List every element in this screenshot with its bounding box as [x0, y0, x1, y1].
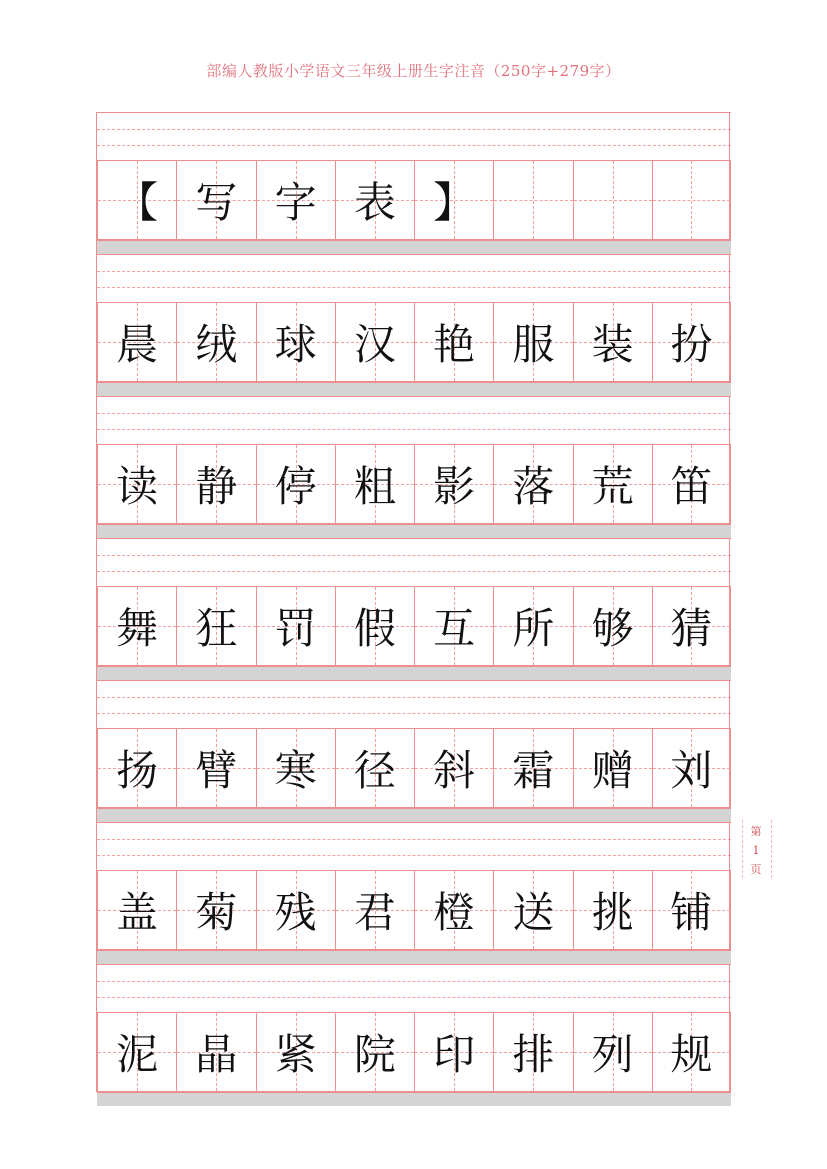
tianzige-cell	[256, 1012, 335, 1092]
tianzige-cell	[335, 586, 414, 666]
character-glyph: 院	[353, 1030, 396, 1079]
pinyin-writing-band	[97, 680, 731, 728]
pinyin-guide-line	[97, 287, 731, 288]
character-cells	[97, 586, 731, 666]
character-glyph: 读	[116, 462, 159, 511]
character-glyph: 绒	[195, 320, 238, 369]
character-glyph: 送	[512, 888, 555, 937]
tianzige-cell	[335, 160, 414, 240]
character-glyph: 球	[274, 320, 317, 369]
tianzige-cell	[493, 728, 572, 808]
tianzige-cell	[335, 1012, 414, 1092]
tianzige-cell	[493, 586, 572, 666]
character-glyph: 君	[353, 888, 396, 937]
pinyin-guide-line	[97, 981, 731, 982]
pinyin-guide-line	[97, 555, 731, 556]
character-glyph: 字	[274, 178, 317, 227]
character-glyph: 所	[512, 604, 555, 653]
character-glyph: 粗	[353, 462, 396, 511]
tianzige-cell	[414, 444, 493, 524]
character-cells	[97, 302, 731, 382]
character-glyph	[653, 161, 730, 239]
character-glyph: 印	[433, 1030, 476, 1079]
character-glyph: 晨	[116, 320, 159, 369]
character-glyph: 规	[670, 1030, 713, 1079]
tianzige-cell	[493, 870, 572, 950]
character-glyph: 斜	[433, 746, 476, 795]
character-glyph: 落	[512, 462, 555, 511]
tianzige-cell	[573, 160, 652, 240]
character-glyph: 装	[591, 320, 634, 369]
tianzige-cell	[97, 444, 176, 524]
row-separator-band	[97, 950, 731, 964]
tianzige-cell	[414, 586, 493, 666]
character-glyph: 排	[512, 1030, 555, 1079]
tianzige-cell	[652, 728, 731, 808]
tianzige-cell	[256, 728, 335, 808]
pinyin-guide-line	[97, 129, 731, 130]
character-row	[97, 680, 731, 822]
tianzige-cell	[573, 870, 652, 950]
character-cells	[97, 160, 731, 240]
pinyin-writing-band	[97, 538, 731, 586]
character-glyph: 够	[591, 604, 634, 653]
tianzige-cell	[652, 444, 731, 524]
character-glyph: 赠	[591, 746, 634, 795]
tianzige-cell	[573, 586, 652, 666]
tianzige-cell	[414, 302, 493, 382]
character-glyph: 菊	[195, 888, 238, 937]
character-glyph: 【	[116, 178, 159, 227]
page-title: 部编人教版小学语文三年级上册生字注音（250字+279字）	[206, 62, 621, 80]
character-glyph: 罚	[274, 604, 317, 653]
character-glyph: 臂	[195, 746, 238, 795]
tianzige-cell	[493, 302, 572, 382]
character-glyph: 汉	[353, 320, 396, 369]
tianzige-cell	[176, 444, 255, 524]
pinyin-guide-line	[97, 855, 731, 856]
pinyin-guide-line	[97, 713, 731, 714]
character-row	[97, 112, 731, 254]
writing-grid-sheet	[96, 112, 730, 1092]
character-glyph: 霜	[512, 746, 555, 795]
tianzige-cell	[176, 1012, 255, 1092]
pinyin-guide-line	[97, 697, 731, 698]
tianzige-cell	[414, 870, 493, 950]
character-row	[97, 396, 731, 538]
tianzige-cell	[97, 302, 176, 382]
tianzige-cell	[414, 1012, 493, 1092]
character-glyph: 挑	[591, 888, 634, 937]
character-cells	[97, 1012, 731, 1092]
character-glyph: 残	[274, 888, 317, 937]
tianzige-cell	[97, 586, 176, 666]
tianzige-cell	[573, 302, 652, 382]
tianzige-cell	[335, 728, 414, 808]
pinyin-writing-band	[97, 396, 731, 444]
character-glyph: 假	[353, 604, 396, 653]
character-glyph: 表	[353, 178, 396, 227]
tianzige-cell	[176, 870, 255, 950]
tianzige-cell	[256, 302, 335, 382]
character-row	[97, 964, 731, 1106]
tianzige-cell	[256, 870, 335, 950]
pinyin-guide-line	[97, 839, 731, 840]
tianzige-cell	[256, 160, 335, 240]
character-glyph: 橙	[433, 888, 476, 937]
tianzige-cell	[414, 160, 493, 240]
character-glyph: 铺	[670, 888, 713, 937]
character-glyph: 停	[274, 462, 317, 511]
row-separator-band	[97, 808, 731, 822]
tianzige-cell	[176, 728, 255, 808]
character-glyph: 盖	[116, 888, 159, 937]
row-separator-band	[97, 1092, 731, 1106]
character-glyph: 径	[353, 746, 396, 795]
pinyin-guide-line	[97, 271, 731, 272]
tianzige-cell	[97, 1012, 176, 1092]
page-number-value: 1	[752, 844, 760, 857]
character-glyph: 寒	[274, 746, 317, 795]
tianzige-cell	[652, 870, 731, 950]
tianzige-cell	[652, 1012, 731, 1092]
tianzige-cell	[573, 1012, 652, 1092]
character-row	[97, 538, 731, 680]
character-row	[97, 822, 731, 964]
tianzige-cell	[176, 586, 255, 666]
tianzige-cell	[97, 160, 176, 240]
page-number-label	[749, 822, 763, 879]
character-glyph	[574, 161, 652, 239]
row-separator-band	[97, 666, 731, 680]
page-number-suffix: 页	[750, 863, 762, 876]
character-glyph: 静	[195, 462, 238, 511]
tianzige-cell	[414, 728, 493, 808]
character-glyph: 狂	[195, 604, 238, 653]
tianzige-cell	[97, 728, 176, 808]
character-glyph: 荒	[591, 462, 634, 511]
tianzige-cell	[652, 160, 731, 240]
tianzige-cell	[573, 444, 652, 524]
pinyin-writing-band	[97, 822, 731, 870]
character-glyph: 列	[591, 1030, 634, 1079]
tianzige-cell	[335, 870, 414, 950]
row-separator-band	[97, 382, 731, 396]
character-glyph: 写	[195, 178, 238, 227]
row-separator-band	[97, 240, 731, 254]
character-cells	[97, 870, 731, 950]
pinyin-writing-band	[97, 964, 731, 1012]
row-separator-band	[97, 524, 731, 538]
character-glyph: 影	[433, 462, 476, 511]
tianzige-cell	[493, 444, 572, 524]
pinyin-writing-band	[97, 112, 731, 160]
tianzige-cell	[97, 870, 176, 950]
character-glyph: 】	[433, 178, 476, 227]
pinyin-guide-line	[97, 413, 731, 414]
character-glyph: 服	[512, 320, 555, 369]
character-glyph: 艳	[433, 320, 476, 369]
tianzige-cell	[493, 160, 572, 240]
tianzige-cell	[176, 160, 255, 240]
character-cells	[97, 728, 731, 808]
pinyin-writing-band	[97, 254, 731, 302]
tianzige-cell	[256, 586, 335, 666]
character-glyph: 刘	[670, 746, 713, 795]
character-glyph: 猜	[670, 604, 713, 653]
pinyin-guide-line	[97, 571, 731, 572]
character-glyph: 笛	[670, 462, 713, 511]
pinyin-guide-line	[97, 429, 731, 430]
character-glyph: 扮	[670, 320, 713, 369]
character-glyph	[494, 161, 572, 239]
character-glyph: 互	[433, 604, 476, 653]
tianzige-cell	[256, 444, 335, 524]
tianzige-cell	[335, 444, 414, 524]
character-glyph: 舞	[116, 604, 159, 653]
character-row	[97, 254, 731, 396]
pinyin-guide-line	[97, 997, 731, 998]
character-glyph: 泥	[116, 1030, 159, 1079]
tianzige-cell	[176, 302, 255, 382]
character-cells	[97, 444, 731, 524]
tianzige-cell	[335, 302, 414, 382]
pinyin-guide-line	[97, 145, 731, 146]
tianzige-cell	[573, 728, 652, 808]
tianzige-cell	[493, 1012, 572, 1092]
page-number-prefix: 第	[750, 825, 762, 838]
character-glyph: 晶	[195, 1030, 238, 1079]
tianzige-cell	[652, 302, 731, 382]
character-glyph: 紧	[274, 1030, 317, 1079]
character-glyph: 扬	[116, 746, 159, 795]
tianzige-cell	[652, 586, 731, 666]
